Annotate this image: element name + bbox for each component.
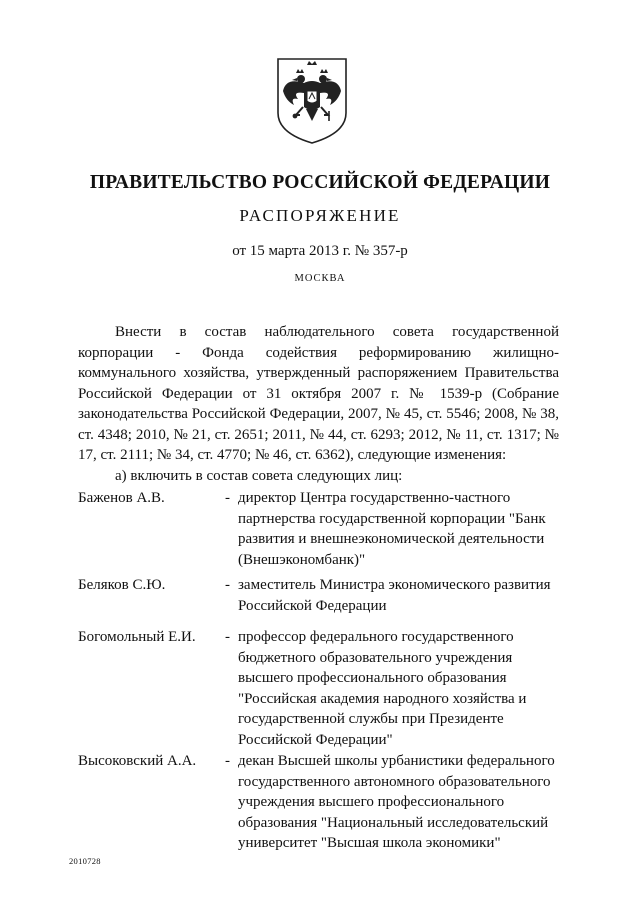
- person-name: Богомольный Е.И.: [78, 629, 196, 645]
- person-dash: -: [225, 490, 230, 506]
- coat-of-arms-emblem: [274, 55, 350, 145]
- double-headed-eagle-icon: [274, 55, 350, 145]
- item-a-paragraph: а) включить в состав совета следующих лиц:: [115, 468, 403, 484]
- intro-paragraph: Внести в состав наблюдательного совета государственной корпорации - Фонда содействия реформированию жилищно-коммунального хозяйства, утвержденный распоряжением Правительства Российской Федерации от 31 октября 2007 г. № 1539-р (Собрание законодательства Российской Федерации, 2007, № 45, ст. 5546; 2008, № 38, ст. 4348; 2010, № 21, ст. 2651; 2011, № 44, ст. 6293; 2012, № 11, ст. 1317; № 17, ст. 2111; № 34, ст. 4770; № 46, ст. 6362), следующие изменения:: [78, 324, 559, 463]
- document-code: 2010728: [69, 856, 101, 866]
- person-name: Баженов А.В.: [78, 490, 165, 506]
- government-title: ПРАВИТЕЛЬСТВО РОССИЙСКОЙ ФЕДЕРАЦИИ: [89, 172, 551, 193]
- person-name: Беляков С.Ю.: [78, 577, 166, 593]
- document-city: МОСКВА: [294, 273, 346, 284]
- person-role: директор Центра государственно-частного партнерства государственной корпорации "Банк развития и внешнеэкономической деятельности (Внешэкономбанк)": [238, 490, 546, 568]
- person-dash: -: [225, 629, 230, 645]
- document-date-number: от 15 марта 2013 г. № 357-р: [232, 243, 408, 259]
- person-role: профессор федерального государственного бюджетного образовательного учреждения высшего профессионального образования "Российская академия народного хозяйства и государственной службы при Президенте Российской Федерации": [238, 629, 527, 748]
- person-role: декан Высшей школы урбанистики федерального государственного автономного образовательного учреждения высшего профессионального образования "Национальный исследовательский университет "Высшая школа экономики": [238, 753, 555, 851]
- person-name: Высоковский А.А.: [78, 753, 197, 769]
- person-dash: -: [225, 577, 230, 593]
- person-role: заместитель Министра экономического развития Российской Федерации: [238, 577, 551, 614]
- document-type: РАСПОРЯЖЕНИЕ: [239, 206, 401, 225]
- person-dash: -: [225, 753, 230, 769]
